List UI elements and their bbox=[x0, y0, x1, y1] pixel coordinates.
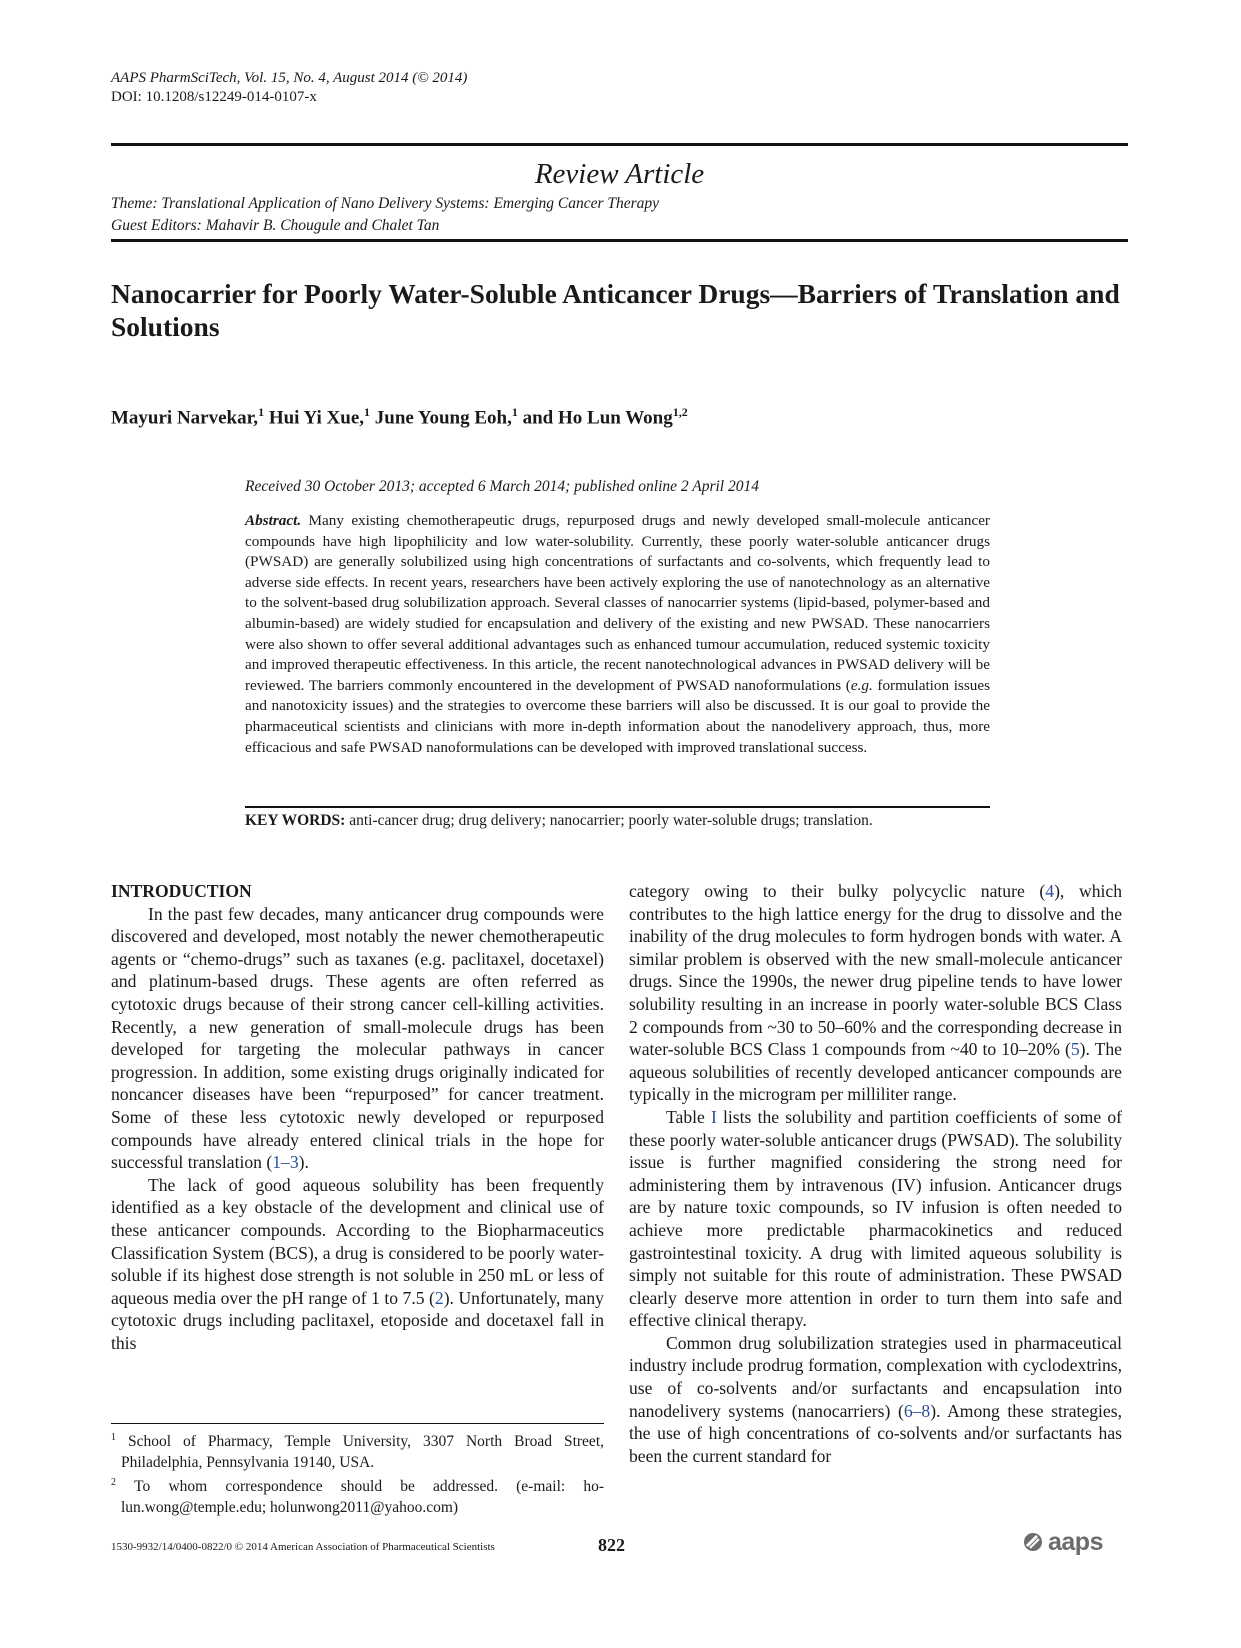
copyright-code: 1530-9932/14/0400-0822/0 © 2014 American Association of Pharmaceutical Scientists bbox=[111, 1541, 495, 1553]
abstract bbox=[245, 511, 990, 758]
theme-block bbox=[111, 193, 659, 237]
footnote-mark: 2 bbox=[111, 1477, 116, 1489]
footnote-text: To whom correspondence should be addressed. (e-mail: ho-lun.wong@temple.edu; holunwong2011@yahoo.com) bbox=[121, 1478, 604, 1516]
abstract-text: Many existing chemotherapeutic drugs, repurposed drugs and newly developed small-molecule anticancer compounds have high lipophilicity and low water-solubility. Currently, these poorly water-soluble anticancer drugs (PWSAD) are generally solubilized using high concentrations of surfactants and co-solvents, which frequently lead to adverse side effects. In recent years, researchers have been actively exploring the use of nanotechnology as an alternative to the solvent-based drug solubilization approach. Several classes of nanocarrier systems (lipid-based, polymer-based and albumin-based) are widely studied for encapsulation and delivery of the existing and new PWSAD. These nanocarriers were also shown to offer several additional advantages such as enhanced tumour accumulation, reduced systemic toxicity and improved therapeutic effectiveness. In this article, the recent nanotechnological advances in PWSAD delivery will be reviewed. The barriers commonly encountered in the development of PWSAD nanoformulations ( bbox=[245, 512, 990, 694]
abstract-rule bbox=[245, 806, 990, 808]
abstract-text: formulation issues and nanotoxicity issues) and the strategies to overcome these barriers will also be discussed. It is our goal to provide the pharmaceutical scientists and clinicians with more in-depth information about the nanodelivery approach, thus, more efficacious and safe PWSAD nanoformulations can be developed with improved translational success. bbox=[245, 676, 990, 756]
author-affiliation: 1,2 bbox=[672, 405, 688, 419]
author-name: June Young Eoh, bbox=[374, 407, 512, 429]
publisher-logo bbox=[1022, 1527, 1103, 1556]
author-name: and Ho Lun Wong bbox=[522, 407, 673, 429]
received-dates: Received 30 October 2013; accepted 6 March 2014; published online 2 April 2014 bbox=[245, 478, 759, 495]
paragraph: Table I lists the solubility and partition coefficients of some of these poorly water-soluble anticancer drugs (PWSAD). The solubility issue is further magnified considering the strong need for administering them by intravenous (IV) infusion. Anticancer drugs are by nature toxic compounds, so IV infusion is often needed to achieve more predictable pharmacokinetics and reduced gastrointestinal toxicity. A drug with limited aqueous solubility is simply not suitable for this route of administration. These PWSAD clearly deserve more attention in order to turn them into safe and effective clinical therapy. bbox=[629, 1106, 1122, 1331]
paragraph: Common drug solubilization strategies used in pharmaceutical industry include prodrug formation, complexation with cyclodextrins, use of co-solvents and/or surfactants and encapsulation into nanodelivery systems (nanocarriers) (6–8). Among these strategies, the use of high concentrations of co-solvents and/or surfactants has been the current standard for bbox=[629, 1332, 1122, 1466]
paragraph: category owing to their bulky polycyclic nature (4), which contributes to the high lattice energy for the drug to dissolve and the inability of the drug molecules to form hydrogen bonds with water. A similar problem is observed with the new small-molecule anticancer drugs. Since the 1990s, the newer drug pipeline tends to have lower solubility resulting in an increase in poorly water-soluble BCS Class 2 compounds from ~30 to 50–60% and the corresponding decrease in water-soluble BCS Class 1 compounds from ~40 to 10–20% (5). The aqueous solubilities of recently developed anticancer compounds are typically in the microgram per milliliter range. bbox=[629, 881, 1122, 1105]
author-affiliation: 1 bbox=[258, 405, 265, 419]
author-affiliation: 1 bbox=[511, 405, 518, 419]
author-affiliation: 1 bbox=[364, 405, 370, 419]
paragraph: In the past few decades, many anticancer drug compounds were discovered and developed, most notably the newer chemotherapeutic agents or “chemo-drugs” such as taxanes (e.g. paclitaxel, docetaxel) and platinum-based drugs. These agents are often referred as cytotoxic drugs because of their strong cancer cell-killing activities. Recently, a new generation of small-molecule drugs has been developed for targeting the molecular pathways in cancer progression. In addition, some existing drugs originally indicated for noncancer diseases have been “repurposed” for cancer treatment. Some of these less cytotoxic newly developed or repurposed compounds have already entered clinical trials in the hope for successful translation (1–3). bbox=[111, 903, 604, 1173]
column-left bbox=[111, 880, 604, 1354]
top-rule bbox=[111, 143, 1128, 146]
abstract-eg: e.g. bbox=[850, 676, 873, 694]
footnotes bbox=[111, 1428, 604, 1518]
column-right bbox=[629, 880, 1122, 1467]
footnote-text: School of Pharmacy, Temple University, 3307 North Broad Street, Philadelphia, Pennsylvania 19140, USA. bbox=[121, 1433, 604, 1471]
footnote bbox=[111, 1428, 604, 1473]
keywords bbox=[245, 812, 873, 830]
header-bottom-rule bbox=[111, 239, 1128, 242]
author-name: Mayuri Narvekar, bbox=[111, 407, 259, 429]
footnote-rule bbox=[111, 1423, 604, 1424]
abstract-label: Abstract. bbox=[245, 512, 302, 529]
footnote bbox=[111, 1473, 604, 1518]
table-link[interactable]: I bbox=[711, 1106, 717, 1127]
journal-header bbox=[111, 69, 467, 107]
citation-link[interactable]: 5 bbox=[1070, 1039, 1080, 1060]
doi[interactable]: DOI: 10.1208/s12249-014-0107-x bbox=[111, 89, 317, 105]
author-name: Hui Yi Xue, bbox=[268, 407, 364, 429]
guest-editors: Guest Editors: Mahavir B. Chougule and Chalet Tan bbox=[111, 217, 440, 234]
page-number: 822 bbox=[598, 1535, 625, 1555]
article-type: Review Article bbox=[534, 158, 705, 190]
aaps-logo-icon bbox=[1022, 1531, 1044, 1553]
journal-citation: AAPS PharmSciTech, Vol. 15, No. 4, August 2014 (© 2014) bbox=[111, 70, 468, 86]
section-heading: INTRODUCTION bbox=[111, 881, 252, 901]
keywords-label: KEY WORDS: bbox=[245, 812, 346, 829]
citation-link[interactable]: 1–3 bbox=[272, 1152, 299, 1173]
citation-link[interactable]: 2 bbox=[434, 1287, 444, 1308]
logo-text: aaps bbox=[1048, 1527, 1103, 1556]
footnote-mark: 1 bbox=[111, 1432, 116, 1443]
article-title: Nanocarrier for Poorly Water-Soluble Anticancer Drugs—Barriers of Translation and Solutions bbox=[111, 278, 1120, 342]
theme: Theme: Translational Application of Nano Delivery Systems: Emerging Cancer Therapy bbox=[111, 195, 660, 212]
author-list bbox=[111, 405, 688, 429]
keywords-text: anti-cancer drug; drug delivery; nanocarrier; poorly water-soluble drugs; translation. bbox=[345, 812, 873, 829]
citation-link[interactable]: 4 bbox=[1045, 881, 1055, 901]
citation-link[interactable]: 6–8 bbox=[903, 1400, 931, 1421]
paragraph: The lack of good aqueous solubility has been frequently identified as a key obstacle of the development and clinical use of these anticancer compounds. According to the Biopharmaceutics Classification System (BCS), a drug is considered to be poorly water-soluble if its highest dose strength is not soluble in 250 mL or less of aqueous media over the pH range of 1 to 7.5 (2). Unfortunately, many cytotoxic drugs including paclitaxel, etoposide and docetaxel fall in this bbox=[111, 1174, 604, 1353]
